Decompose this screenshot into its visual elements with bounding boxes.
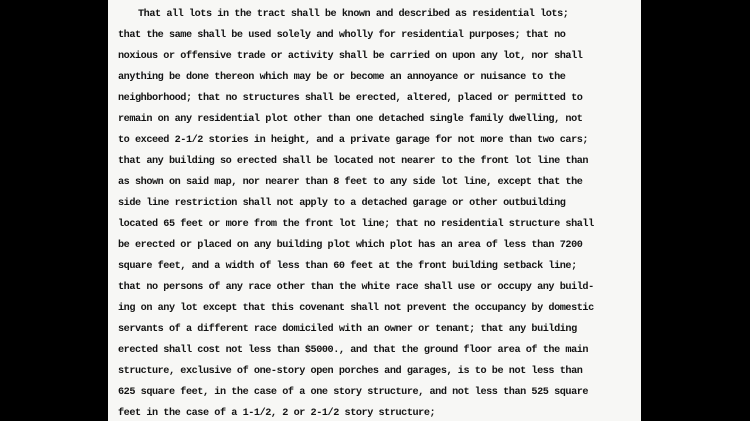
text-line: That all lots in the tract shall be known and described as residential lots; bbox=[138, 9, 569, 20]
text-line: located 65 feet or more from the front lot line; that no residential structure shall bbox=[118, 219, 594, 230]
text-line: side line restriction shall not apply to a detached garage or other outbuilding bbox=[118, 198, 566, 209]
text-line: that no persons of any race other than the white race shall use or occupy any build- bbox=[118, 282, 594, 293]
text-line: feet in the case of a 1-1/2, 2 or 2-1/2 story structure; bbox=[118, 408, 436, 419]
text-line: to exceed 2-1/2 stories in height, and a private garage for not more than two cars; bbox=[118, 135, 589, 146]
text-line: that the same shall be used solely and wholly for residential purposes; that no bbox=[118, 30, 566, 41]
text-line: erected shall cost not less than $5000., and that the ground floor area of the main bbox=[118, 345, 589, 356]
text-line: structure, exclusive of one-story open porches and garages, is to be not less than bbox=[118, 366, 583, 377]
document-page bbox=[108, 0, 641, 421]
text-line: square feet, and a width of less than 60 feet at the front building setback line; bbox=[118, 261, 577, 272]
text-line: noxious or offensive trade or activity shall be carried on upon any lot, nor shall bbox=[118, 51, 583, 62]
covenant-text bbox=[118, 4, 638, 421]
text-line: that any building so erected shall be located not nearer to the front lot line than bbox=[118, 156, 589, 167]
text-line: as shown on said map, nor nearer than 8 feet to any side lot line, except that the bbox=[118, 177, 583, 188]
text-line: servants of a different race domiciled with an owner or tenant; that any building bbox=[118, 324, 577, 335]
text-line: remain on any residential plot other than one detached single family dwelling, not bbox=[118, 114, 583, 125]
text-line: 625 square feet, in the case of a one story structure, and not less than 525 square bbox=[118, 387, 589, 398]
text-line: neighborhood; that no structures shall be erected, altered, placed or permitted to bbox=[118, 93, 583, 104]
text-line: anything be done thereon which may be or become an annoyance or nuisance to the bbox=[118, 72, 566, 83]
text-line: ing on any lot except that this covenant shall not prevent the occupancy by domestic bbox=[118, 303, 594, 314]
text-line: be erected or placed on any building plot which plot has an area of less than 7200 bbox=[118, 240, 583, 251]
